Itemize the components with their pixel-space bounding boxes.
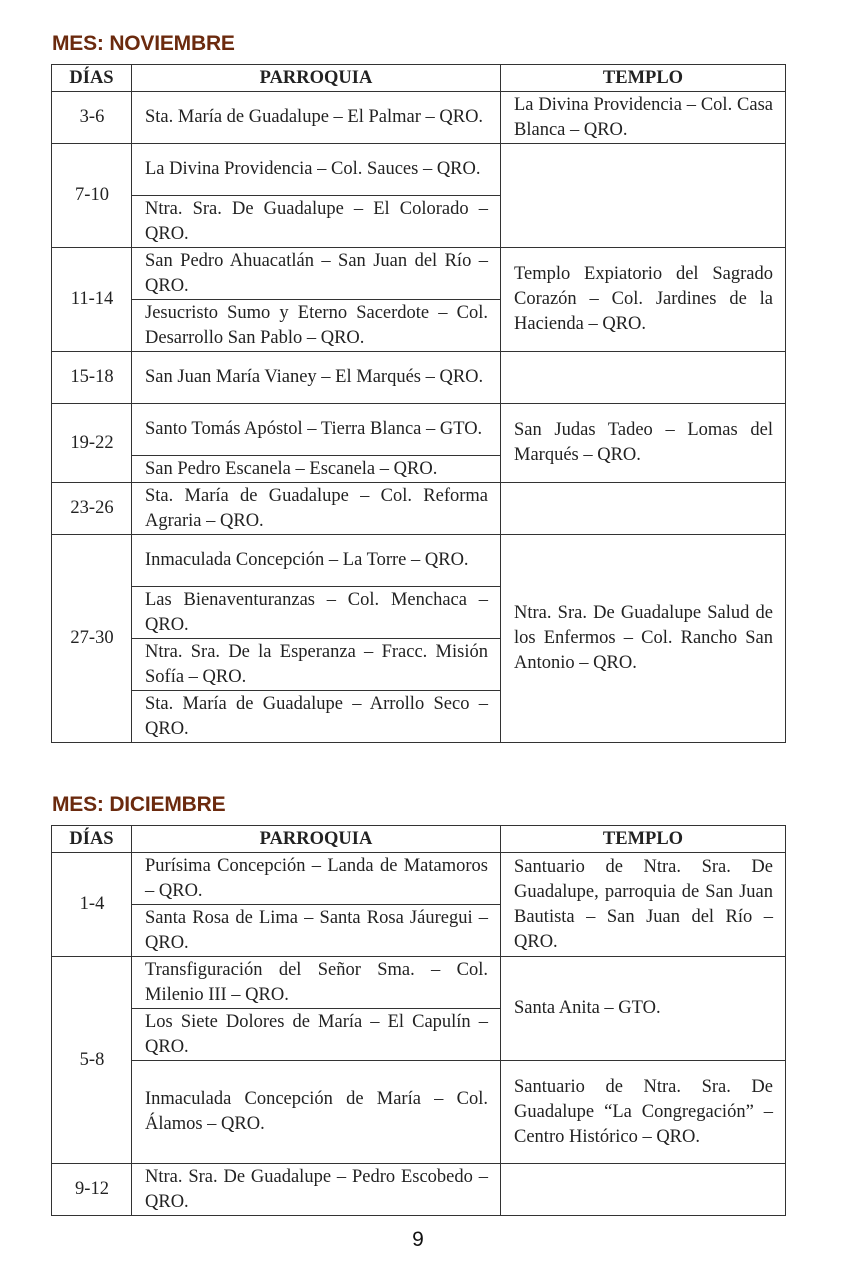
parroquia-cell: San Pedro Ahuacatlán – San Juan del Río – QRO. [132, 248, 501, 300]
table-row [52, 1164, 786, 1216]
table-row [52, 248, 786, 300]
templo-cell [501, 352, 786, 404]
table-row [52, 957, 786, 1009]
parroquia-cell: Ntra. Sra. De Guadalupe – Pedro Escobedo – QRO. [132, 1164, 501, 1216]
page-number: 9 [412, 1228, 424, 1251]
parroquia-cell: Purísima Concepción – Landa de Matamoros – QRO. [132, 853, 501, 905]
days-cell: 19-22 [52, 404, 132, 483]
templo-cell: Santuario de Ntra. Sra. De Guadalupe “La Congregación” – Centro Histórico – QRO. [501, 1061, 786, 1164]
templo-cell: Santuario de Ntra. Sra. De Guadalupe, parroquia de San Juan Bautista – San Juan del Río – QRO. [501, 853, 786, 957]
header-templo: TEMPLO [501, 65, 786, 92]
parroquia-cell: Los Siete Dolores de María – El Capulín – QRO. [132, 1009, 501, 1061]
parroquia-cell: San Juan María Vianey – El Marqués – QRO. [132, 352, 501, 404]
parroquia-cell: Ntra. Sra. De Guadalupe – El Colorado – QRO. [132, 196, 501, 248]
days-cell: 5-8 [52, 957, 132, 1164]
parroquia-cell: Ntra. Sra. De la Esperanza – Fracc. Misión Sofía – QRO. [132, 639, 501, 691]
parroquia-cell: Las Bienaventuranzas – Col. Menchaca – QRO. [132, 587, 501, 639]
header-dias: DÍAS [52, 65, 132, 92]
table-row [52, 483, 786, 535]
table-header-row [52, 65, 786, 92]
parroquia-cell: Inmaculada Concepción de María – Col. Álamos – QRO. [132, 1061, 501, 1164]
templo-cell [501, 1164, 786, 1216]
parroquia-cell: San Pedro Escanela – Escanela – QRO. [132, 456, 501, 483]
templo-cell: La Divina Providencia – Col. Casa Blanca – QRO. [501, 92, 786, 144]
header-templo: TEMPLO [501, 826, 786, 853]
days-cell: 23-26 [52, 483, 132, 535]
days-cell: 7-10 [52, 144, 132, 248]
table-row [52, 92, 786, 144]
parroquia-cell: Jesucristo Sumo y Eterno Sacerdote – Col. Desarrollo San Pablo – QRO. [132, 300, 501, 352]
table-row [52, 352, 786, 404]
table-row [52, 853, 786, 905]
templo-cell: Santa Anita – GTO. [501, 957, 786, 1061]
parroquia-cell: Sta. María de Guadalupe – El Palmar – QRO. [132, 92, 501, 144]
schedule-table-noviembre [51, 64, 786, 743]
table-row [52, 1061, 786, 1164]
month-heading-noviembre: MES: NOVIEMBRE [52, 32, 235, 55]
header-parroquia: PARROQUIA [132, 65, 501, 92]
parroquia-cell: Inmaculada Concepción – La Torre – QRO. [132, 535, 501, 587]
days-cell: 3-6 [52, 92, 132, 144]
table-row [52, 144, 786, 196]
parroquia-cell: La Divina Providencia – Col. Sauces – QRO. [132, 144, 501, 196]
templo-cell [501, 144, 786, 248]
table-row [52, 404, 786, 456]
days-cell: 15-18 [52, 352, 132, 404]
month-heading-diciembre: MES: DICIEMBRE [52, 793, 226, 816]
schedule-table-diciembre [51, 825, 786, 1216]
header-parroquia: PARROQUIA [132, 826, 501, 853]
days-cell: 27-30 [52, 535, 132, 743]
table-header-row [52, 826, 786, 853]
days-cell: 11-14 [52, 248, 132, 352]
templo-cell: Ntra. Sra. De Guadalupe Salud de los Enfermos – Col. Rancho San Antonio – QRO. [501, 535, 786, 743]
header-dias: DÍAS [52, 826, 132, 853]
parroquia-cell: Transfiguración del Señor Sma. – Col. Milenio III – QRO. [132, 957, 501, 1009]
templo-cell: Templo Expiatorio del Sagrado Corazón – Col. Jardines de la Hacienda – QRO. [501, 248, 786, 352]
parroquia-cell: Santo Tomás Apóstol – Tierra Blanca – GTO. [132, 404, 501, 456]
templo-cell: San Judas Tadeo – Lomas del Marqués – QRO. [501, 404, 786, 483]
parroquia-cell: Santa Rosa de Lima – Santa Rosa Jáuregui – QRO. [132, 905, 501, 957]
parroquia-cell: Sta. María de Guadalupe – Arrollo Seco – QRO. [132, 691, 501, 743]
templo-cell [501, 483, 786, 535]
table-row [52, 535, 786, 587]
days-cell: 1-4 [52, 853, 132, 957]
days-cell: 9-12 [52, 1164, 132, 1216]
parroquia-cell: Sta. María de Guadalupe – Col. Reforma Agraria – QRO. [132, 483, 501, 535]
